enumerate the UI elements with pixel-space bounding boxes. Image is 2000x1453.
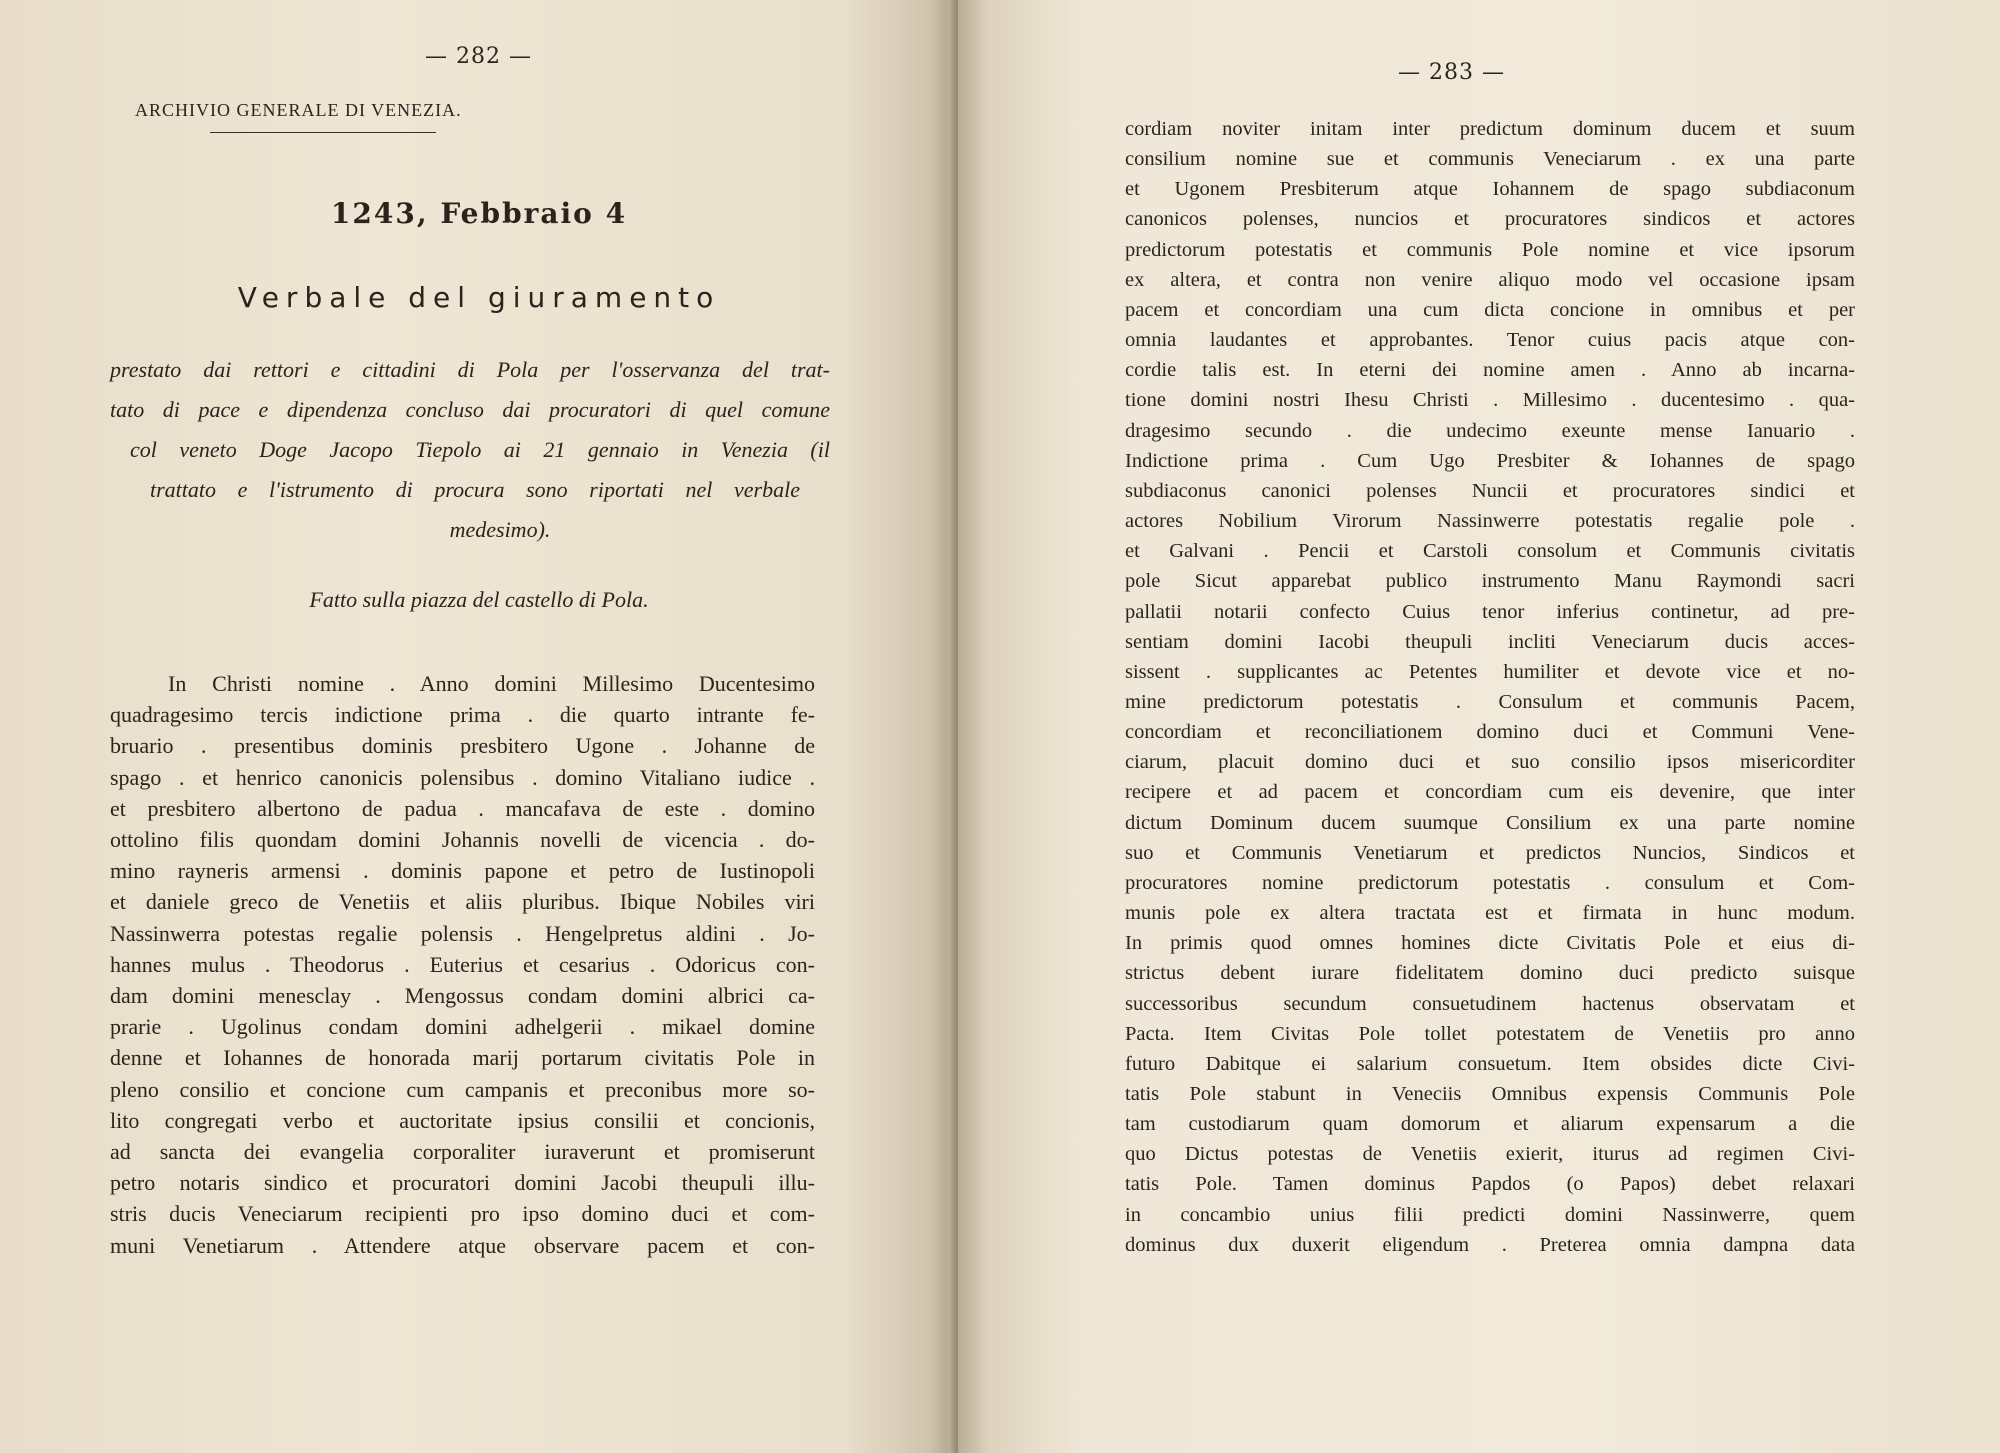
text-line: canonicos polenses, nuncios et procuratores sindicos et actores: [1125, 208, 1855, 231]
document-date: 1243, Febbraio 4: [330, 197, 628, 230]
text-line: Indictione prima . Cum Ugo Presbiter & Iohannes de spago: [1125, 449, 1855, 472]
text-line: et Ugonem Presbiterum atque Iohannem de spago subdiaconum: [1125, 178, 1855, 201]
text-line: bruario . presentibus dominis presbitero Ugone . Johanne de: [110, 733, 815, 759]
text-line: consilium nomine sue et communis Veneciarum . ex una parte: [1125, 148, 1855, 171]
text-line: prarie . Ugolinus condam domini adhelgerii . mikael domine: [110, 1014, 815, 1040]
text-line: pacem et concordiam una cum dicta concione in omnibus et per: [1125, 298, 1855, 321]
left-page: [0, 0, 958, 1453]
text-line: recipere et ad pacem et concordiam cum eis devenire, que inter: [1125, 781, 1855, 804]
text-line: spago . et henrico canonicis polensibus . domino Vitaliano iudice .: [110, 764, 815, 790]
text-line: dominus dux duxerit eligendum . Preterea omnia dampna data: [1125, 1233, 1855, 1256]
summary-line: medesimo).: [449, 517, 551, 542]
document-summary: [110, 350, 830, 550]
text-line: futuro Dabitque ei salarium consuetum. Item obsides dicte Civi-: [1125, 1052, 1855, 1075]
text-line: pleno consilio et concione cum campanis et preconibus more so-: [110, 1076, 815, 1102]
text-line: cordiam noviter initam inter predictum dominum ducem et suum: [1125, 118, 1855, 140]
text-line: pole Sicut apparebat publico instrumento Manu Raymondi sacri: [1125, 570, 1855, 593]
text-line: ad sancta dei evangelia corporaliter iuraverunt et promiserunt: [110, 1139, 815, 1165]
page-number: — 283 —: [1398, 60, 1505, 85]
text-line: quo Dictus potestas de Venetiis exierit, iturus ad regimen Civi-: [1125, 1143, 1855, 1166]
document-title: Verbale del giuramento: [237, 281, 721, 314]
text-line: quadragesimo tercis indictione prima . die quarto intrante fe-: [110, 702, 815, 728]
summary-line: col veneto Doge Jacopo Tiepolo ai 21 gennaio in Venezia (il: [130, 437, 830, 462]
text-line: tatis Pole stabunt in Veneciis Omnibus expensis Communis Pole: [1125, 1083, 1855, 1105]
header-rule: [210, 132, 436, 133]
text-line: dictum Dominum ducem suumque Consilium ex una parte nomine: [1125, 811, 1855, 834]
text-line: Nassinwerra potestas regalie polensis . Hengelpretus aldini . Jo-: [110, 920, 815, 946]
text-line: munis pole ex altera tractata est et firmata in hunc modum.: [1125, 902, 1855, 925]
text-line: ciarum, placuit domino duci et suo consilio ipsos misericorditer: [1125, 751, 1855, 774]
page-number: — 282 —: [425, 44, 532, 69]
text-line: actores Nobilium Virorum Nassinwerre potestatis regalie pole .: [1125, 510, 1855, 533]
text-line: stris ducis Veneciarum recipienti pro ipso domino duci et com-: [110, 1201, 815, 1227]
summary-line: trattato e l'istrumento di procura sono riportati nel verbale: [150, 477, 800, 502]
text-line: in concambio unius filii predicti domini Nassinwerre, quem: [1125, 1203, 1855, 1226]
text-line: denne et Iohannes de honorada marij portarum civitatis Pole in: [110, 1045, 815, 1071]
text-line: successoribus secundum consuetudinem hactenus observatam et: [1125, 992, 1855, 1015]
text-line: sentiam domini Iacobi theupuli incliti Veneciarum ducis acces-: [1125, 630, 1855, 653]
text-line: subdiaconus canonici polenses Nuncii et procuratores sindici et: [1125, 479, 1855, 502]
summary-line: tato di pace e dipendenza concluso dai procuratori di quel comune: [110, 397, 830, 422]
text-line: concordiam et reconciliationem domino duci et Communi Vene-: [1125, 721, 1855, 744]
text-line: tatis Pole. Tamen dominus Papdos (o Papos) debet relaxari: [1125, 1173, 1855, 1196]
text-line: predictorum potestatis et communis Pole nomine et vice ipsorum: [1125, 238, 1855, 261]
text-line: hannes mulus . Theodorus . Euterius et cesarius . Odoricus con-: [110, 951, 815, 977]
text-line: pallatii notarii confecto Cuius tenor inferius continetur, ad pre-: [1125, 600, 1855, 623]
text-line: tam custodiarum quam domorum et aliarum expensarum a die: [1125, 1113, 1855, 1136]
text-line: tione domini nostri Ihesu Christi . Millesimo . ducentesimo . qua-: [1125, 389, 1855, 412]
text-line: mino rayneris armensi . dominis papone et petro de Iustinopoli: [110, 858, 815, 884]
text-line: procuratores nomine predictorum potestatis . consulum et Com-: [1125, 871, 1855, 894]
text-line: dam domini menesclay . Mengossus condam domini albrici ca-: [110, 983, 815, 1009]
text-line: dragesimo secundo . die undecimo exeunte mense Ianuario .: [1125, 419, 1855, 442]
text-line: et Galvani . Pencii et Carstoli consolum et Communis civitatis: [1125, 540, 1855, 563]
document-place: Fatto sulla piazza del castello di Pola.: [309, 587, 649, 612]
text-line: sissent . supplicantes ac Petentes humiliter et devote vice et no-: [1125, 660, 1855, 683]
text-line: In primis quod omnes homines dicte Civitatis Pole et eius di-: [1125, 932, 1855, 955]
text-line: mine predictorum potestatis . Consulum et communis Pacem,: [1125, 690, 1855, 713]
text-line: omnia laudantes et approbantes. Tenor cuius pacis atque con-: [1125, 329, 1855, 352]
summary-line: prestato dai rettori e cittadini di Pola per l'osservanza del trat-: [110, 357, 830, 382]
text-line: Pacta. Item Civitas Pole tollet potestatem de Venetiis pro anno: [1125, 1022, 1855, 1045]
text-line: strictus debent iurare fidelitatem domino duci predicto suisque: [1125, 962, 1855, 985]
text-line: In Christi nomine . Anno domini Millesimo Ducentesimo: [168, 671, 815, 696]
right-page: [958, 0, 2000, 1453]
text-line: suo et Communis Venetiarum et predictos Nuncios, Sindicos et: [1125, 841, 1855, 864]
body-text: [1125, 114, 1855, 1260]
text-line: et daniele greco de Venetiis et aliis pluribus. Ibique Nobiles viri: [110, 889, 815, 915]
text-line: petro notaris sindico et procuratori domini Jacobi theupuli illu-: [110, 1170, 815, 1196]
text-line: ottolino filis quondam domini Johannis novelli de vicencia . do-: [110, 827, 815, 853]
text-line: et presbitero albertono de padua . mancafava de este . domino: [110, 795, 815, 821]
running-head: ARCHIVIO GENERALE DI VENEZIA.: [135, 100, 462, 120]
body-text: [110, 668, 815, 1261]
text-line: cordie talis est. In eterni dei nomine amen . Anno ab incarna-: [1125, 359, 1855, 382]
text-line: ex altera, et contra non venire aliquo modo vel occasione ipsam: [1125, 268, 1855, 291]
text-line: muni Venetiarum . Attendere atque observare pacem et con-: [110, 1232, 815, 1258]
text-line: lito congregati verbo et auctoritate ipsius consilii et concionis,: [110, 1107, 815, 1133]
